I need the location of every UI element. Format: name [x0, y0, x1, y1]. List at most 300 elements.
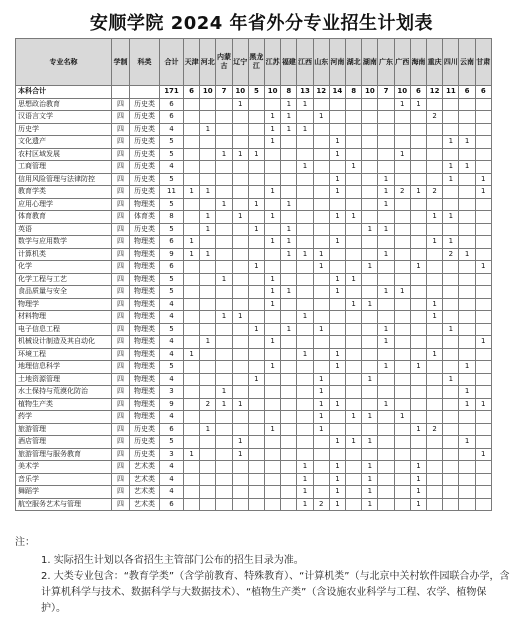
province-quota-cell	[443, 286, 459, 299]
province-quota-cell	[410, 111, 426, 124]
province-quota-cell	[394, 123, 410, 136]
row-total-cell: 4	[160, 486, 184, 499]
province-quota-cell: 1	[313, 261, 329, 274]
province-quota-cell: 1	[313, 423, 329, 436]
header-province: 天津	[184, 39, 200, 86]
province-quota-cell: 1	[329, 436, 345, 449]
province-quota-cell	[346, 98, 362, 111]
duration-cell: 四	[112, 461, 130, 474]
province-quota-cell	[281, 298, 297, 311]
province-quota-cell	[265, 398, 281, 411]
province-quota-cell: 1	[232, 98, 248, 111]
province-quota-cell	[232, 186, 248, 199]
province-quota-cell	[475, 436, 491, 449]
province-quota-cell	[427, 448, 443, 461]
province-quota-cell: 1	[475, 448, 491, 461]
province-quota-cell	[281, 398, 297, 411]
province-quota-cell	[200, 373, 216, 386]
province-quota-cell: 1	[200, 223, 216, 236]
province-quota-cell	[459, 111, 475, 124]
province-quota-cell: 2	[427, 186, 443, 199]
province-quota-cell	[394, 336, 410, 349]
province-quota-cell: 1	[297, 348, 313, 361]
province-quota-cell	[329, 248, 345, 261]
province-quota-cell	[475, 323, 491, 336]
province-quota-cell	[427, 473, 443, 486]
province-quota-cell	[297, 111, 313, 124]
category-cell: 体育类	[130, 211, 160, 224]
duration-cell: 四	[112, 123, 130, 136]
total-province-cell: 8	[346, 86, 362, 99]
province-quota-cell: 1	[216, 273, 232, 286]
province-quota-cell	[427, 461, 443, 474]
row-total-cell: 4	[160, 461, 184, 474]
province-quota-cell	[265, 198, 281, 211]
province-quota-cell: 1	[265, 211, 281, 224]
province-quota-cell	[232, 111, 248, 124]
province-quota-cell	[475, 473, 491, 486]
province-quota-cell: 1	[297, 123, 313, 136]
province-quota-cell	[459, 148, 475, 161]
province-quota-cell	[443, 261, 459, 274]
major-name-cell: 土地资源管理	[16, 373, 112, 386]
duration-cell: 四	[112, 248, 130, 261]
province-quota-cell: 1	[216, 148, 232, 161]
province-quota-cell	[378, 386, 394, 399]
province-quota-cell	[184, 223, 200, 236]
province-quota-cell	[427, 286, 443, 299]
province-quota-cell	[248, 273, 264, 286]
province-quota-cell	[378, 273, 394, 286]
province-quota-cell	[232, 123, 248, 136]
province-quota-cell	[443, 498, 459, 511]
province-quota-cell	[297, 298, 313, 311]
province-quota-cell	[184, 173, 200, 186]
province-quota-cell	[281, 173, 297, 186]
major-name-cell: 农村区域发展	[16, 148, 112, 161]
province-quota-cell: 1	[362, 461, 378, 474]
total-province-cell: 13	[297, 86, 313, 99]
province-quota-cell	[346, 348, 362, 361]
row-total-cell: 9	[160, 248, 184, 261]
major-name-cell: 计算机类	[16, 248, 112, 261]
province-quota-cell: 1	[200, 423, 216, 436]
row-total-cell: 5	[160, 273, 184, 286]
province-quota-cell	[394, 498, 410, 511]
province-quota-cell	[443, 223, 459, 236]
category-cell: 物理类	[130, 398, 160, 411]
province-quota-cell	[248, 236, 264, 249]
province-quota-cell	[281, 273, 297, 286]
province-quota-cell	[427, 411, 443, 424]
category-cell: 历史类	[130, 423, 160, 436]
province-quota-cell: 1	[313, 386, 329, 399]
province-quota-cell	[410, 323, 426, 336]
province-quota-cell	[394, 111, 410, 124]
province-quota-cell	[216, 336, 232, 349]
province-quota-cell	[410, 223, 426, 236]
province-quota-cell	[459, 261, 475, 274]
category-cell: 历史类	[130, 436, 160, 449]
province-quota-cell: 1	[184, 236, 200, 249]
province-quota-cell	[362, 323, 378, 336]
major-name-cell: 工商管理	[16, 161, 112, 174]
province-quota-cell	[427, 386, 443, 399]
duration-cell: 四	[112, 436, 130, 449]
header-province: 河南	[329, 39, 345, 86]
province-quota-cell: 1	[281, 98, 297, 111]
province-quota-cell	[443, 486, 459, 499]
note-item-1: 1. 实际招生计划以各省招生主管部门公布的招生目录为准。	[41, 555, 304, 566]
province-quota-cell	[216, 261, 232, 274]
province-quota-cell	[200, 311, 216, 324]
province-quota-cell	[346, 498, 362, 511]
category-cell: 物理类	[130, 248, 160, 261]
province-quota-cell	[427, 223, 443, 236]
header-province: 江西	[297, 39, 313, 86]
enrollment-plan-table	[15, 38, 492, 511]
province-quota-cell	[297, 236, 313, 249]
province-quota-cell	[394, 223, 410, 236]
header-duration: 学制	[112, 39, 130, 86]
province-quota-cell	[459, 211, 475, 224]
province-quota-cell: 1	[248, 323, 264, 336]
province-quota-cell: 1	[184, 448, 200, 461]
province-quota-cell	[265, 411, 281, 424]
province-quota-cell	[475, 461, 491, 474]
province-quota-cell	[232, 461, 248, 474]
province-quota-cell: 1	[297, 473, 313, 486]
duration-cell: 四	[112, 386, 130, 399]
major-name-cell: 电子信息工程	[16, 323, 112, 336]
province-quota-cell	[184, 373, 200, 386]
province-quota-cell	[216, 298, 232, 311]
province-quota-cell: 1	[216, 198, 232, 211]
row-total-cell: 5	[160, 286, 184, 299]
province-quota-cell	[265, 98, 281, 111]
category-cell: 历史类	[130, 111, 160, 124]
duration-cell: 四	[112, 498, 130, 511]
province-quota-cell	[248, 111, 264, 124]
province-quota-cell	[232, 198, 248, 211]
province-quota-cell	[362, 236, 378, 249]
province-quota-cell	[378, 448, 394, 461]
category-cell: 艺术类	[130, 498, 160, 511]
total-province-cell: 14	[329, 86, 345, 99]
province-quota-cell	[346, 148, 362, 161]
province-quota-cell	[248, 98, 264, 111]
province-quota-cell	[443, 298, 459, 311]
province-quota-cell	[427, 161, 443, 174]
province-quota-cell: 2	[427, 423, 443, 436]
province-quota-cell	[329, 336, 345, 349]
province-quota-cell	[265, 161, 281, 174]
province-quota-cell: 1	[362, 498, 378, 511]
province-quota-cell	[200, 298, 216, 311]
table-row	[16, 248, 492, 261]
category-cell: 物理类	[130, 323, 160, 336]
major-name-cell: 英语	[16, 223, 112, 236]
province-quota-cell	[459, 198, 475, 211]
province-quota-cell	[200, 386, 216, 399]
province-quota-cell	[378, 473, 394, 486]
province-quota-cell	[475, 298, 491, 311]
row-total-cell: 6	[160, 111, 184, 124]
category-cell: 历史类	[130, 136, 160, 149]
province-quota-cell	[459, 473, 475, 486]
category-cell: 历史类	[130, 186, 160, 199]
province-quota-cell: 1	[329, 348, 345, 361]
province-quota-cell	[329, 448, 345, 461]
province-quota-cell	[394, 211, 410, 224]
province-quota-cell	[281, 386, 297, 399]
province-quota-cell	[200, 461, 216, 474]
province-quota-cell: 1	[329, 236, 345, 249]
province-quota-cell	[297, 336, 313, 349]
table-row	[16, 273, 492, 286]
province-quota-cell	[475, 286, 491, 299]
province-quota-cell: 1	[362, 261, 378, 274]
province-quota-cell: 1	[184, 186, 200, 199]
province-quota-cell: 1	[443, 136, 459, 149]
province-quota-cell: 1	[184, 248, 200, 261]
province-quota-cell	[313, 211, 329, 224]
major-name-cell: 信用风险管理与法律防控	[16, 173, 112, 186]
province-quota-cell: 1	[329, 186, 345, 199]
duration-cell: 四	[112, 273, 130, 286]
province-quota-cell	[378, 236, 394, 249]
province-quota-cell: 1	[410, 486, 426, 499]
province-quota-cell	[184, 286, 200, 299]
province-quota-cell	[459, 273, 475, 286]
province-quota-cell	[200, 111, 216, 124]
province-quota-cell	[475, 236, 491, 249]
province-quota-cell: 1	[232, 148, 248, 161]
province-quota-cell	[313, 361, 329, 374]
table-row	[16, 123, 492, 136]
province-quota-cell: 1	[427, 348, 443, 361]
province-quota-cell: 1	[475, 186, 491, 199]
major-name-cell: 环境工程	[16, 348, 112, 361]
province-quota-cell	[232, 386, 248, 399]
province-quota-cell: 1	[216, 386, 232, 399]
province-quota-cell	[216, 373, 232, 386]
province-quota-cell: 2	[443, 248, 459, 261]
province-quota-cell	[378, 298, 394, 311]
province-quota-cell	[394, 261, 410, 274]
province-quota-cell	[200, 136, 216, 149]
province-quota-cell	[443, 448, 459, 461]
category-cell: 历史类	[130, 173, 160, 186]
province-quota-cell: 1	[394, 98, 410, 111]
province-quota-cell	[346, 123, 362, 136]
province-quota-cell	[313, 298, 329, 311]
province-quota-cell	[248, 386, 264, 399]
province-quota-cell	[443, 423, 459, 436]
province-quota-cell	[394, 348, 410, 361]
province-quota-cell	[459, 461, 475, 474]
province-quota-cell	[200, 436, 216, 449]
category-cell: 物理类	[130, 373, 160, 386]
province-quota-cell: 1	[313, 323, 329, 336]
province-quota-cell	[232, 323, 248, 336]
category-cell: 物理类	[130, 386, 160, 399]
duration-cell: 四	[112, 211, 130, 224]
province-quota-cell	[248, 161, 264, 174]
province-quota-cell: 1	[362, 298, 378, 311]
province-quota-cell	[329, 411, 345, 424]
total-province-cell: 12	[313, 86, 329, 99]
province-quota-cell	[329, 386, 345, 399]
province-quota-cell	[427, 486, 443, 499]
province-quota-cell	[265, 311, 281, 324]
province-quota-cell: 1	[281, 123, 297, 136]
province-quota-cell: 1	[346, 411, 362, 424]
row-total-cell: 4	[160, 336, 184, 349]
province-quota-cell	[200, 448, 216, 461]
row-total-cell: 4	[160, 373, 184, 386]
category-cell: 物理类	[130, 286, 160, 299]
province-quota-cell: 1	[297, 311, 313, 324]
province-quota-cell	[184, 423, 200, 436]
province-quota-cell: 1	[329, 286, 345, 299]
province-quota-cell	[394, 448, 410, 461]
province-quota-cell	[200, 473, 216, 486]
province-quota-cell	[362, 398, 378, 411]
row-total-cell: 5	[160, 148, 184, 161]
total-row	[16, 86, 492, 99]
row-total-cell: 9	[160, 398, 184, 411]
province-quota-cell	[200, 148, 216, 161]
province-quota-cell	[184, 111, 200, 124]
notes-label: 注：	[15, 537, 35, 548]
province-quota-cell	[232, 236, 248, 249]
duration-cell: 四	[112, 361, 130, 374]
major-name-cell: 美术学	[16, 461, 112, 474]
duration-cell: 四	[112, 311, 130, 324]
category-cell: 历史类	[130, 123, 160, 136]
province-quota-cell	[329, 223, 345, 236]
duration-cell: 四	[112, 161, 130, 174]
province-quota-cell	[362, 186, 378, 199]
province-quota-cell: 1	[346, 298, 362, 311]
province-quota-cell	[378, 148, 394, 161]
province-quota-cell	[248, 298, 264, 311]
province-quota-cell	[313, 98, 329, 111]
province-quota-cell	[475, 273, 491, 286]
province-quota-cell	[459, 323, 475, 336]
province-quota-cell: 1	[378, 323, 394, 336]
province-quota-cell: 1	[329, 361, 345, 374]
province-quota-cell: 1	[200, 248, 216, 261]
province-quota-cell	[443, 123, 459, 136]
province-quota-cell	[232, 336, 248, 349]
major-name-cell: 航空服务艺术与管理	[16, 498, 112, 511]
duration-cell: 四	[112, 423, 130, 436]
province-quota-cell: 1	[297, 98, 313, 111]
duration-cell: 四	[112, 286, 130, 299]
province-quota-cell	[475, 348, 491, 361]
table-row	[16, 373, 492, 386]
province-quota-cell	[232, 423, 248, 436]
major-name-cell: 音乐学	[16, 473, 112, 486]
province-quota-cell	[313, 161, 329, 174]
province-quota-cell: 1	[232, 436, 248, 449]
province-quota-cell	[184, 361, 200, 374]
province-quota-cell	[362, 361, 378, 374]
province-quota-cell	[248, 136, 264, 149]
province-quota-cell	[329, 198, 345, 211]
category-cell: 历史类	[130, 223, 160, 236]
province-quota-cell	[346, 323, 362, 336]
province-quota-cell: 1	[410, 186, 426, 199]
duration-cell: 四	[112, 148, 130, 161]
province-quota-cell	[378, 98, 394, 111]
province-quota-cell	[232, 273, 248, 286]
province-quota-cell	[184, 323, 200, 336]
province-quota-cell: 1	[443, 211, 459, 224]
category-cell: 物理类	[130, 336, 160, 349]
province-quota-cell	[200, 173, 216, 186]
province-quota-cell	[297, 411, 313, 424]
province-quota-cell	[313, 273, 329, 286]
province-quota-cell	[265, 436, 281, 449]
province-quota-cell	[346, 423, 362, 436]
province-quota-cell	[200, 273, 216, 286]
province-quota-cell	[297, 261, 313, 274]
province-quota-cell	[378, 373, 394, 386]
table-row	[16, 386, 492, 399]
province-quota-cell	[297, 323, 313, 336]
province-quota-cell	[248, 486, 264, 499]
province-quota-cell: 1	[394, 286, 410, 299]
province-quota-cell	[410, 161, 426, 174]
duration-cell: 四	[112, 473, 130, 486]
table-header-row	[16, 39, 492, 86]
duration-cell: 四	[112, 336, 130, 349]
row-total-cell: 5	[160, 198, 184, 211]
major-name-cell: 文化遗产	[16, 136, 112, 149]
province-quota-cell	[329, 373, 345, 386]
province-quota-cell	[378, 411, 394, 424]
province-quota-cell	[346, 286, 362, 299]
row-total-cell: 5	[160, 173, 184, 186]
province-quota-cell	[248, 123, 264, 136]
province-quota-cell: 1	[378, 173, 394, 186]
province-quota-cell	[378, 423, 394, 436]
province-quota-cell	[362, 336, 378, 349]
province-quota-cell	[346, 311, 362, 324]
province-quota-cell	[248, 461, 264, 474]
province-quota-cell	[184, 311, 200, 324]
province-quota-cell	[200, 323, 216, 336]
province-quota-cell	[265, 223, 281, 236]
table-row	[16, 223, 492, 236]
province-quota-cell	[281, 373, 297, 386]
province-quota-cell: 1	[410, 98, 426, 111]
total-province-cell: 10	[265, 86, 281, 99]
province-quota-cell	[297, 423, 313, 436]
province-quota-cell	[200, 98, 216, 111]
province-quota-cell	[427, 273, 443, 286]
province-quota-cell	[232, 373, 248, 386]
province-quota-cell	[427, 198, 443, 211]
province-quota-cell	[200, 286, 216, 299]
province-quota-cell	[265, 248, 281, 261]
province-quota-cell	[427, 336, 443, 349]
province-quota-cell	[394, 386, 410, 399]
header-province: 甘肃	[475, 39, 491, 86]
